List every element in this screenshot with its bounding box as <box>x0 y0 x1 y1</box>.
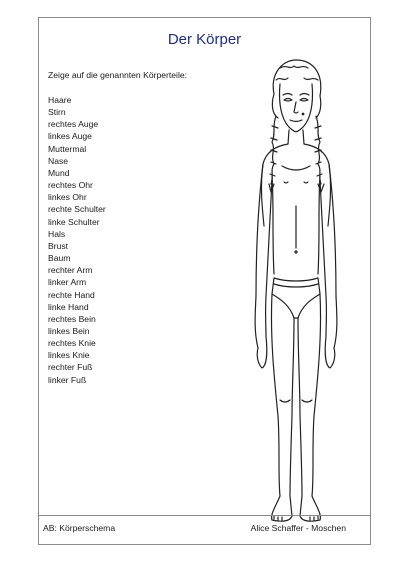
list-item: rechte Schulter <box>48 204 106 215</box>
list-item: rechtes Knie <box>48 338 96 349</box>
right-eye <box>300 99 308 102</box>
list-item: rechte Hand <box>48 289 95 300</box>
left-leg <box>312 294 321 496</box>
underwear <box>272 278 320 318</box>
mouth <box>290 120 302 122</box>
worksheet-page <box>38 17 371 545</box>
chest-details <box>282 166 310 248</box>
right-leg-inner <box>290 318 294 496</box>
footer-divider <box>39 515 370 516</box>
right-leg <box>271 294 280 496</box>
list-item: Hals <box>48 228 66 239</box>
waistband <box>274 284 318 287</box>
list-item: Stirn <box>48 107 66 118</box>
list-item: linkes Auge <box>48 131 92 142</box>
list-item: Brust <box>48 240 69 251</box>
child-figure-illustration <box>236 56 356 528</box>
list-item: linke Hand <box>48 301 89 312</box>
list-item: rechtes Ohr <box>48 180 93 191</box>
list-item: linkes Ohr <box>48 192 87 203</box>
list-item: rechtes Auge <box>48 119 99 130</box>
toes <box>274 516 318 520</box>
list-item: Baum <box>48 253 71 264</box>
braid-tips <box>269 184 324 192</box>
list-item: Mund <box>48 167 70 178</box>
list-item: rechtes Bein <box>48 313 96 324</box>
eyebrows <box>283 94 309 96</box>
list-item: linkes Knie <box>48 350 90 361</box>
body-parts-list <box>48 94 106 386</box>
worksheet-title: Der Körper <box>167 31 242 48</box>
face-outline <box>280 84 313 132</box>
navel <box>295 251 297 253</box>
footer-author: Alice Schaffer - Moschen <box>250 523 346 533</box>
list-item: Haare <box>48 95 72 105</box>
list-item: linkes Bein <box>48 325 90 336</box>
left-eye <box>284 99 292 102</box>
list-item: linke Schulter <box>48 216 100 227</box>
list-item: Nase <box>48 155 69 166</box>
knees <box>280 400 312 402</box>
hair-curls <box>276 66 318 80</box>
birthmark <box>302 113 304 115</box>
footer-worksheet-label: AB: Körperschema <box>43 523 116 533</box>
list-item: rechter Fuß <box>48 362 93 373</box>
list-item: Muttermal <box>48 143 87 154</box>
right-hand <box>257 336 267 368</box>
list-item: linker Fuß <box>48 374 87 385</box>
nose <box>294 102 298 113</box>
list-item: rechter Arm <box>48 265 93 276</box>
left-hand <box>325 336 335 368</box>
instruction-text: Zeige auf die genannten Körperteile: <box>48 70 188 80</box>
left-arm <box>320 164 337 348</box>
list-item: linker Arm <box>48 277 87 288</box>
left-leg-inner <box>298 318 302 496</box>
right-arm <box>255 164 272 348</box>
